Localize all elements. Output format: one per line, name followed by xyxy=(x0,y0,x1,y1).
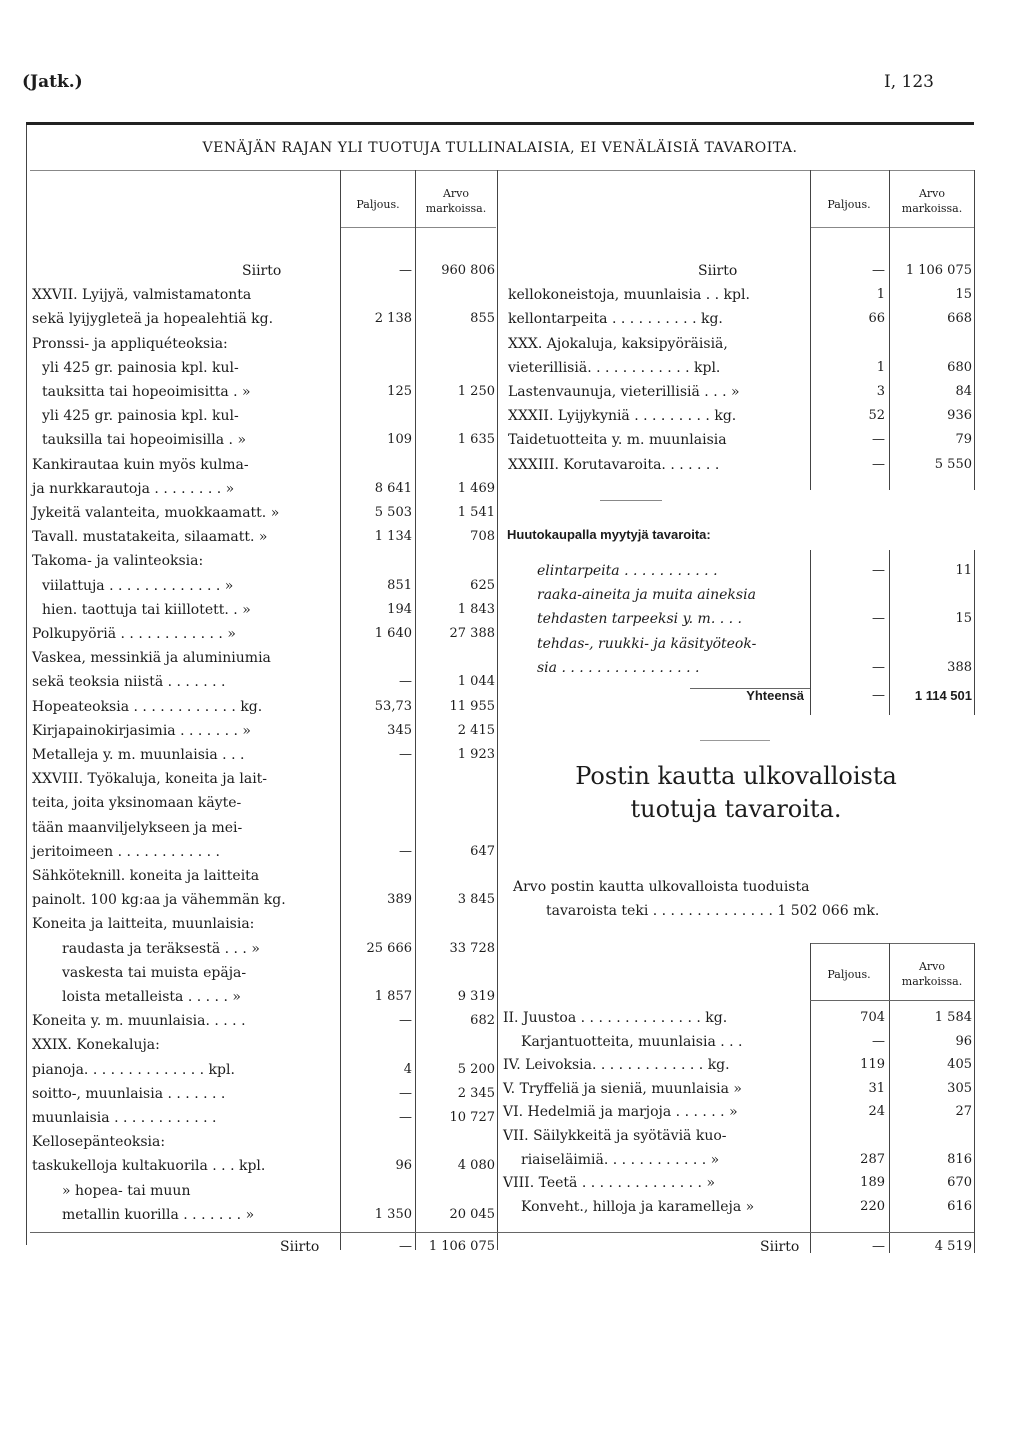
auction-row-quantity: — xyxy=(872,563,885,578)
row-label: Takoma- ja valinteoksia: xyxy=(32,553,204,570)
row-quantity: — xyxy=(399,1013,412,1029)
footer-rule xyxy=(30,1232,974,1233)
row-label: hien. taottuja tai kiillotett. . » xyxy=(42,601,251,618)
qty-header-left: Paljous. xyxy=(356,198,400,211)
row-value: 625 xyxy=(470,577,495,593)
auction-total-value: 1 114 501 xyxy=(914,688,972,703)
row-quantity: — xyxy=(872,432,885,448)
row-label: sekä lyijygleteä ja hopealehtiä kg. xyxy=(32,311,274,328)
row-quantity: 220 xyxy=(860,1198,885,1214)
row-label: jeritoimeen . . . . . . . . . . . . xyxy=(32,843,220,860)
row-value: 11 955 xyxy=(449,698,495,714)
row-label: Jykeitä valanteita, muokkaamatt. » xyxy=(32,505,280,521)
row-label: IV. Leivoksia. . . . . . . . . . . . . kg. xyxy=(503,1057,730,1074)
value-header-left-1: Arvo xyxy=(442,187,470,200)
row-quantity: 287 xyxy=(860,1151,885,1167)
row-label: Sähköteknill. koneita ja laitteita xyxy=(32,868,260,884)
row-label: XXVII. Lyijyä, valmistamatonta xyxy=(32,287,252,304)
left-border xyxy=(26,125,27,1245)
row-value: 1 044 xyxy=(457,674,495,690)
row-quantity: — xyxy=(872,1033,885,1049)
row-label: II. Juustoa . . . . . . . . . . . . . . kg. xyxy=(503,1010,728,1026)
row-quantity: — xyxy=(399,843,412,859)
rule-right-end-top xyxy=(974,170,975,490)
row-value: 27 388 xyxy=(449,626,495,641)
auction-row-label: elintarpeita . . . . . . . . . . . xyxy=(537,563,718,579)
row-label: Kirjapainokirjasimia . . . . . . . » xyxy=(32,722,251,739)
row-label: XXXII. Lyijykyniä . . . . . . . . . kg. xyxy=(508,408,737,425)
row-label: Pronssi- ja appliquéteoksia: xyxy=(32,335,228,352)
value-header-right-1: Arvo xyxy=(918,187,946,200)
row-quantity: 189 xyxy=(860,1175,885,1191)
row-quantity: 1 350 xyxy=(374,1206,412,1222)
header-bottom-rule-right xyxy=(810,227,974,228)
auction-row-value: 15 xyxy=(955,611,972,627)
row-value: 1 923 xyxy=(457,747,495,762)
row-value: 10 727 xyxy=(449,1110,495,1125)
row-label: Tavall. mustatakeita, silaamatt. » xyxy=(32,529,268,546)
row-label: Vaskea, messinkiä ja aluminiumia xyxy=(32,650,271,667)
row-label: vaskesta tai muista epäja- xyxy=(62,964,247,981)
page-number: I, 123 xyxy=(884,72,934,92)
row-label: Lastenvaunuja, vieterillisiä . . . » xyxy=(508,384,740,400)
row-quantity: 119 xyxy=(860,1057,885,1073)
auction-row-label: tehdas-, ruukki- ja käsityöteok- xyxy=(537,635,757,652)
rule-right-end-bot xyxy=(974,943,975,1253)
rule-left-value xyxy=(415,170,416,1250)
row-label: Siirto xyxy=(698,263,738,279)
row-value: 668 xyxy=(947,311,972,327)
value-header-bottom-2: markoissa. xyxy=(901,975,963,988)
header-rule xyxy=(26,122,974,125)
row-quantity: — xyxy=(399,1085,412,1101)
row-label: pianoja. . . . . . . . . . . . . . kpl. xyxy=(32,1061,235,1078)
row-value: 4 080 xyxy=(457,1158,495,1174)
row-label: Koneita y. m. muunlaisia. . . . . xyxy=(32,1013,246,1030)
row-value: 15 xyxy=(955,287,972,303)
bottom-header-bottom-rule xyxy=(810,1000,974,1001)
row-quantity: 851 xyxy=(387,577,412,593)
row-label: teita, joita yksinomaan käyte- xyxy=(32,795,242,812)
row-value: 708 xyxy=(470,529,495,545)
row-value: 2 415 xyxy=(457,722,495,738)
auction-row-label: tehdasten tarpeeksi y. m. . . . xyxy=(537,611,742,628)
qty-header-right: Paljous. xyxy=(827,198,871,211)
row-quantity: — xyxy=(399,674,412,690)
auction-total-qty: — xyxy=(872,688,885,703)
row-label: tauksitta tai hopeoimisitta . » xyxy=(42,384,251,400)
row-value: 20 045 xyxy=(449,1206,495,1222)
row-quantity: 5 503 xyxy=(374,505,412,520)
row-label: raudasta ja teräksestä . . . » xyxy=(62,940,260,957)
row-label: Taidetuotteita y. m. muunlaisia xyxy=(508,432,727,449)
postal-title-line-2: tuotuja tavaroita. xyxy=(630,795,842,823)
row-value: 1 541 xyxy=(457,505,495,520)
row-value: 682 xyxy=(470,1013,495,1029)
row-label: tään maanviljelykseen ja mei- xyxy=(32,819,243,836)
left-footer-label: Siirto xyxy=(280,1239,320,1255)
row-label: V. Tryffeliä ja sieniä, muunlaisia » xyxy=(503,1080,742,1097)
page-header-left: (Jatk.) xyxy=(22,72,83,92)
row-quantity: 125 xyxy=(387,384,412,399)
row-quantity: 345 xyxy=(387,722,412,738)
row-value: 616 xyxy=(947,1198,972,1214)
row-label: VIII. Teetä . . . . . . . . . . . . . . » xyxy=(503,1175,716,1192)
row-quantity: 8 641 xyxy=(374,480,412,496)
row-value: 855 xyxy=(470,311,495,327)
row-label: Kellosepänteoksia: xyxy=(32,1134,166,1151)
header-bottom-rule-left xyxy=(340,227,496,228)
row-value: 84 xyxy=(955,384,972,399)
row-label: kellontarpeita . . . . . . . . . . kg. xyxy=(508,311,723,328)
bottom-header-top-rule xyxy=(810,943,974,944)
row-quantity: — xyxy=(872,456,885,472)
row-value: 3 845 xyxy=(457,892,495,908)
left-footer-qty: — xyxy=(399,1239,412,1254)
row-label: yli 425 gr. painosia kpl. kul- xyxy=(42,408,239,425)
row-quantity: 389 xyxy=(387,892,412,908)
auction-total-label: Yhteensä xyxy=(746,688,804,703)
row-quantity: 25 666 xyxy=(366,940,412,956)
postal-text-line-1: Arvo postin kautta ulkovalloista tuoduista xyxy=(513,879,810,895)
row-value: 96 xyxy=(955,1033,972,1049)
auction-heading: Huutokaupalla myytyjä tavaroita: xyxy=(507,527,711,542)
row-value: 27 xyxy=(955,1104,972,1120)
row-value: 33 728 xyxy=(449,940,495,956)
row-value: 5 200 xyxy=(457,1061,495,1077)
row-quantity: 4 xyxy=(403,1061,412,1077)
right-footer-label: Siirto xyxy=(760,1239,800,1255)
value-header-bottom-1: Arvo xyxy=(918,960,946,973)
row-label: » hopea- tai muun xyxy=(62,1182,191,1199)
row-label: XXXIII. Korutavaroita. . . . . . . xyxy=(508,456,720,473)
row-label: Polkupyöriä . . . . . . . . . . . . » xyxy=(32,626,236,642)
auction-row-value: 11 xyxy=(955,563,972,578)
row-label: muunlaisia . . . . . . . . . . . . xyxy=(32,1110,217,1126)
row-value: 936 xyxy=(947,408,972,424)
row-quantity: 53,73 xyxy=(374,698,412,714)
row-label: painolt. 100 kg:aa ja vähemmän kg. xyxy=(32,892,286,909)
auction-row-label: sia . . . . . . . . . . . . . . . . xyxy=(537,659,700,676)
row-label: Kankirautaa kuin myös kulma- xyxy=(32,456,249,473)
left-footer-value: 1 106 075 xyxy=(428,1239,495,1254)
row-value: 1 584 xyxy=(934,1010,972,1025)
row-label: vieterillisiä. . . . . . . . . . . . kpl. xyxy=(508,359,721,376)
value-header-right-2: markoissa. xyxy=(901,202,963,215)
row-label: Koneita ja laitteita, muunlaisia: xyxy=(32,916,255,933)
row-value: 960 806 xyxy=(441,263,495,278)
auction-row-label: raaka-aineita ja muita aineksia xyxy=(537,587,756,604)
row-value: 79 xyxy=(955,432,972,448)
rule-right-qty-top xyxy=(810,170,811,490)
row-quantity: 24 xyxy=(868,1104,885,1120)
row-value: 1 106 075 xyxy=(905,263,972,278)
row-label: viilattuja . . . . . . . . . . . . . » xyxy=(42,577,234,594)
row-label: metallin kuorilla . . . . . . . » xyxy=(62,1206,255,1223)
row-label: VII. Säilykkeitä ja syötäviä kuo- xyxy=(503,1128,727,1144)
row-value: 670 xyxy=(947,1175,972,1191)
row-quantity: 1 xyxy=(876,287,885,303)
right-footer-value: 4 519 xyxy=(934,1239,972,1254)
row-quantity: 2 138 xyxy=(374,311,412,327)
row-quantity: 1 857 xyxy=(374,989,412,1004)
row-quantity: — xyxy=(399,747,412,762)
postal-divider xyxy=(700,740,770,741)
auction-row-quantity: — xyxy=(872,659,885,675)
rule-left-qty xyxy=(340,170,341,1250)
row-label: Konveht., hilloja ja karamelleja » xyxy=(521,1198,755,1215)
row-value: 2 345 xyxy=(457,1085,495,1101)
row-value: 1 250 xyxy=(457,384,495,399)
row-label: XXIX. Konekaluja: xyxy=(32,1037,160,1054)
row-value: 647 xyxy=(470,843,495,859)
row-value: 305 xyxy=(947,1080,972,1096)
row-quantity: 1 134 xyxy=(374,529,412,545)
row-label: ja nurkkarautoja . . . . . . . . » xyxy=(32,480,235,497)
row-value: 816 xyxy=(947,1151,972,1167)
row-label: riaiseläimiä. . . . . . . . . . . . » xyxy=(521,1151,720,1168)
qty-header-bottom: Paljous. xyxy=(827,968,871,981)
row-quantity: 96 xyxy=(395,1158,412,1174)
row-quantity: — xyxy=(872,263,885,278)
row-label: soitto-, muunlaisia . . . . . . . xyxy=(32,1085,226,1102)
table-title: VENÄJÄN RAJAN YLI TUOTUJA TULLINALAISIA, EI VENÄLÄISIÄ TAVAROITA. xyxy=(202,140,798,156)
row-label: sekä teoksia niistä . . . . . . . xyxy=(32,674,226,691)
auction-row-quantity: — xyxy=(872,611,885,627)
row-value: 1 843 xyxy=(457,601,495,617)
postal-text-line-2: tavaroista teki . . . . . . . . . . . . . . 1 502 066 mk. xyxy=(546,903,880,919)
row-quantity: 31 xyxy=(868,1080,885,1096)
rule-right-qty-mid xyxy=(810,550,811,715)
row-label: Karjantuotteita, muunlaisia . . . xyxy=(521,1033,743,1050)
row-value: 1 635 xyxy=(457,432,495,448)
row-label: taskukelloja kultakuorila . . . kpl. xyxy=(32,1158,266,1175)
row-value: 1 469 xyxy=(457,480,495,496)
row-label: loista metalleista . . . . . » xyxy=(62,989,241,1005)
rule-left-end xyxy=(497,170,498,1250)
row-label: VI. Hedelmiä ja marjoja . . . . . . » xyxy=(503,1104,738,1121)
row-label: XXVIII. Työkaluja, koneita ja lait- xyxy=(32,771,268,788)
row-label: Metalleja y. m. muunlaisia . . . xyxy=(32,747,245,763)
row-value: 405 xyxy=(947,1057,972,1073)
row-quantity: 704 xyxy=(860,1010,885,1025)
row-quantity: — xyxy=(399,1110,412,1125)
row-quantity: 109 xyxy=(387,432,412,448)
section-divider xyxy=(600,500,662,501)
rule-right-end-mid xyxy=(974,550,975,715)
row-label: kellokoneistoja, muunlaisia . . kpl. xyxy=(508,287,750,304)
row-label: Siirto xyxy=(242,263,282,279)
row-label: XXX. Ajokaluja, kaksipyöräisiä, xyxy=(508,335,728,352)
postal-title-line-1: Postin kautta ulkovalloista xyxy=(575,762,897,790)
row-quantity: 1 640 xyxy=(374,626,412,641)
rule-right-qty-bot xyxy=(810,943,811,1253)
row-label: Hopeateoksia . . . . . . . . . . . . kg. xyxy=(32,698,263,715)
header-top-rule xyxy=(30,170,974,171)
row-quantity: 52 xyxy=(868,408,885,424)
row-quantity: 194 xyxy=(387,601,412,617)
auction-row-value: 388 xyxy=(947,659,972,675)
row-quantity: 66 xyxy=(868,311,885,327)
row-quantity: 1 xyxy=(876,359,885,375)
row-value: 680 xyxy=(947,359,972,375)
row-label: yli 425 gr. painosia kpl. kul- xyxy=(42,359,239,376)
row-value: 5 550 xyxy=(934,456,972,472)
right-footer-qty: — xyxy=(872,1239,885,1254)
row-value: 9 319 xyxy=(457,989,495,1004)
row-label: tauksilla tai hopeoimisilla . » xyxy=(42,432,247,449)
row-quantity: — xyxy=(399,263,412,278)
row-quantity: 3 xyxy=(876,384,885,399)
value-header-left-2: markoissa. xyxy=(425,202,487,215)
